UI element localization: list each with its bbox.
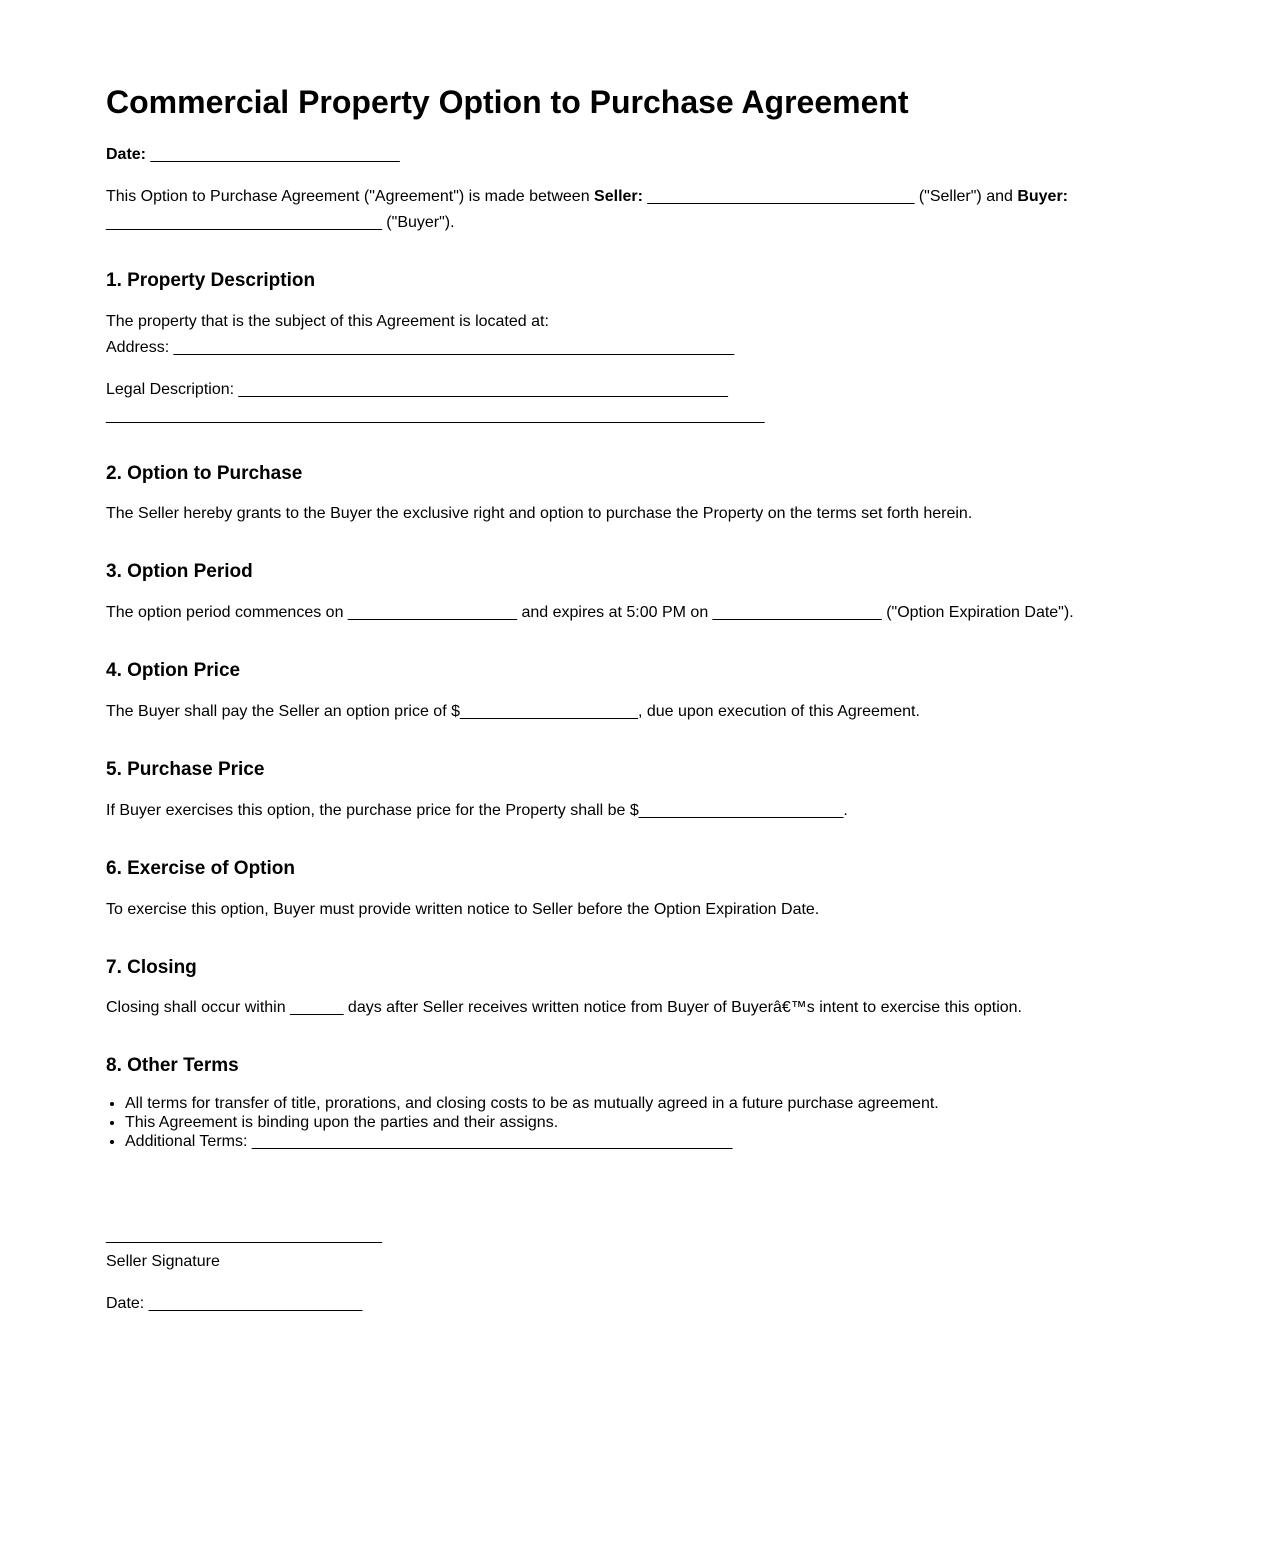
section-5-heading: 5. Purchase Price	[106, 758, 265, 780]
option-to-purchase-paragraph: The Seller hereby grants to the Buyer the exclusive right and option to purchase the Property on the terms set forth herein.	[106, 505, 973, 523]
exercise-of-option-paragraph: To exercise this option, Buyer must provide written notice to Seller before the Option Expiration Date.	[106, 900, 820, 918]
option-period-text-1: The option period commences on	[106, 604, 348, 622]
closing-days-blank: ______	[290, 999, 344, 1017]
legal-description-label: Legal Description:	[106, 380, 239, 398]
purchase-price-text-2: .	[843, 801, 848, 819]
option-price-text-1: The Buyer shall pay the Seller an option price of $	[106, 702, 460, 720]
intro-text-3: ("Buyer").	[381, 213, 455, 231]
signature-date-blank: ________________________	[148, 1295, 363, 1313]
address-blank: _______________________________________________________________	[173, 338, 735, 356]
buyer-blank: _______________________________	[106, 213, 382, 231]
date-blank: ____________________________	[146, 145, 400, 163]
seller-signature-line: _______________________________	[106, 1227, 382, 1245]
section-8-heading: 8. Other Terms	[106, 1055, 239, 1077]
intro-text-2: ("Seller") and	[914, 187, 1018, 205]
purchase-price-text-1: If Buyer exercises this option, the purchase price for the Property shall be $	[106, 801, 639, 819]
section-1-heading: 1. Property Description	[106, 269, 316, 291]
expiration-date-blank: ___________________	[712, 604, 882, 622]
seller-label: Seller:	[594, 187, 643, 205]
purchase-price-paragraph	[106, 798, 1163, 824]
list-item	[125, 1132, 1163, 1151]
purchase-price-blank: _______________________	[638, 801, 844, 819]
legal-description-blank: _______________________________________________________	[238, 380, 728, 398]
section-3-heading: 3. Option Period	[106, 561, 253, 583]
seller-signature-label: Seller Signature	[106, 1253, 220, 1271]
option-price-paragraph	[106, 699, 1163, 725]
option-period-text-3: ("Option Expiration Date").	[881, 604, 1074, 622]
signature-date-line	[106, 1291, 1163, 1317]
section-2-heading: 2. Option to Purchase	[106, 462, 303, 484]
date-line	[106, 142, 1163, 168]
legal-description-paragraph	[106, 377, 1163, 429]
closing-text-1: Closing shall occur within	[106, 999, 291, 1017]
additional-terms-label: Additional Terms:	[125, 1133, 252, 1151]
intro-paragraph	[106, 184, 1163, 236]
section-7-heading: 7. Closing	[106, 956, 197, 978]
option-price-blank: ____________________	[459, 702, 638, 720]
page-title: Commercial Property Option to Purchase Agreement	[106, 84, 909, 120]
other-terms-list	[106, 1094, 1163, 1151]
option-period-paragraph	[106, 600, 1163, 626]
date-label: Date:	[106, 145, 147, 163]
seller-blank: ______________________________	[642, 187, 915, 205]
seller-signature-block	[106, 1223, 1163, 1275]
property-intro-line: The property that is the subject of this Agreement is located at:	[106, 312, 549, 330]
closing-text-2: days after Seller receives written notice from Buyer of Buyerâ€™s intent to exercise this option.	[343, 999, 1022, 1017]
legal-description-blank-2: __________________________________________________________________________	[106, 406, 765, 424]
list-item: • This Agreement is binding upon the parties and their assigns.	[125, 1113, 1163, 1132]
address-label: Address:	[106, 338, 174, 356]
section-6-heading: 6. Exercise of Option	[106, 857, 295, 879]
commence-date-blank: ___________________	[347, 604, 517, 622]
additional-terms-blank: ______________________________________________________	[251, 1133, 733, 1151]
list-item: • All terms for transfer of title, prorations, and closing costs to be as mutually agreed in a future purchase agreement.	[125, 1094, 1163, 1113]
section-4-heading: 4. Option Price	[106, 660, 241, 682]
closing-paragraph	[106, 995, 1163, 1021]
option-price-text-2: , due upon execution of this Agreement.	[637, 702, 920, 720]
intro-text-1: This Option to Purchase Agreement ("Agreement") is made between	[106, 187, 595, 205]
option-period-text-2: and expires at 5:00 PM on	[517, 604, 713, 622]
property-description-paragraph	[106, 309, 1163, 361]
signature-date-label: Date:	[106, 1295, 149, 1313]
buyer-label: Buyer:	[1017, 187, 1069, 205]
